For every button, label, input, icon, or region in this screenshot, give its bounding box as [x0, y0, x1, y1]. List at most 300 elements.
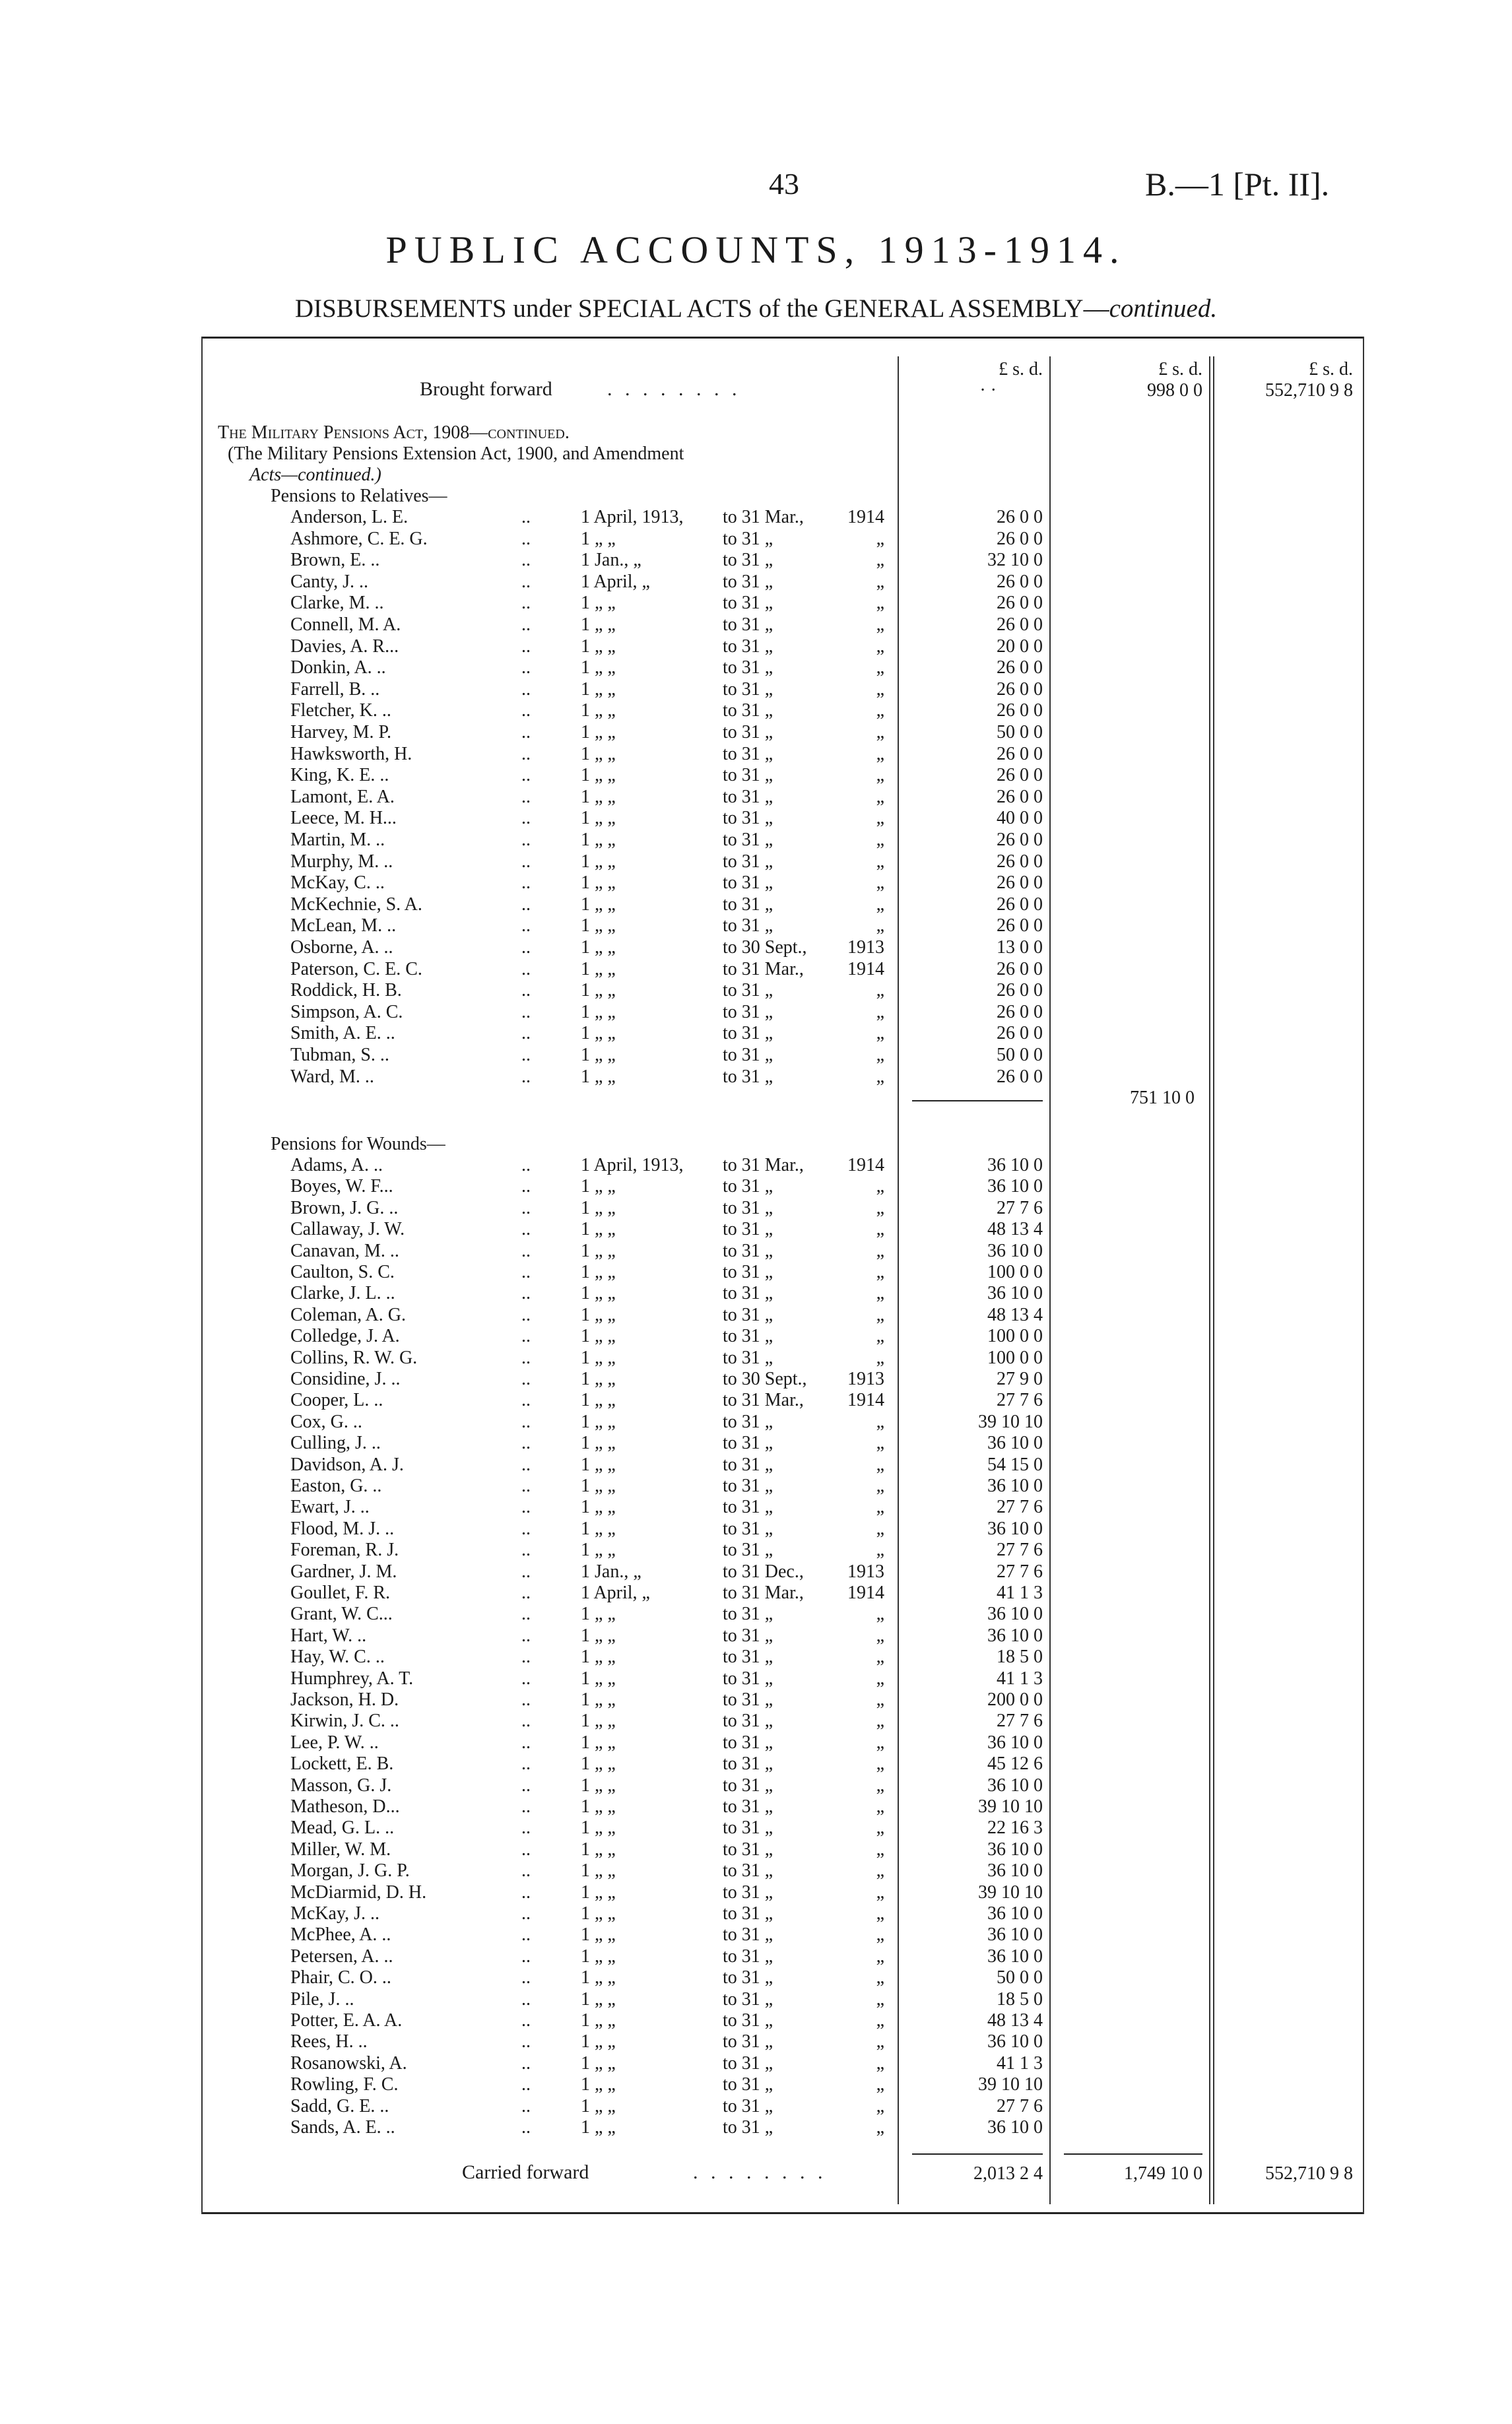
act-subtitle-1: (The Military Pensions Extension Act, 1900, and Amendment — [228, 443, 684, 464]
brought-forward-col3: 552,710 9 8 — [1265, 380, 1353, 401]
entry-name: McLean, M. .. — [290, 915, 397, 936]
entry-amount: 26 0 0 — [997, 571, 1043, 592]
entry-name: Callaway, J. W. — [290, 1219, 405, 1240]
entry-amount: 26 0 0 — [997, 915, 1043, 936]
entry-name: Humphrey, A. T. — [290, 1668, 414, 1689]
entry-name: Brown, E. .. — [290, 550, 380, 571]
entry-to-date: to 31 Mar., — [723, 1390, 804, 1411]
entry-name: Harvey, M. P. — [290, 722, 391, 742]
entry-year: „ — [876, 700, 884, 721]
entry-name: Lamont, E. A. — [290, 786, 395, 807]
entry-amount: 39 10 10 — [978, 2074, 1043, 2095]
entry-to-date: to 31 „ — [723, 2074, 773, 2095]
entry-from-date: 1 „ „ — [581, 1946, 616, 1967]
entry-name: Murphy, M. .. — [290, 851, 393, 872]
entry-dots: .. — [521, 1818, 531, 1839]
col3-divider — [1209, 356, 1210, 2204]
entry-name: Collins, R. W. G. — [290, 1347, 418, 1368]
entry-name: Goullet, F. R. — [290, 1583, 390, 1603]
entry-amount: 20 0 0 — [997, 636, 1043, 657]
entry-name: McKay, J. .. — [290, 1903, 380, 1924]
entry-from-date: 1 „ „ — [581, 678, 616, 700]
entry-year: „ — [876, 2117, 884, 2138]
entry-dots: .. — [521, 1326, 531, 1347]
entry-amount: 13 0 0 — [997, 937, 1043, 958]
entry-dots: .. — [521, 1775, 531, 1796]
entry-to-date: to 31 „ — [723, 528, 773, 549]
entry-name: Canty, J. .. — [290, 571, 368, 592]
entry-name: Rosanowski, A. — [290, 2052, 407, 2074]
table-left-border — [201, 337, 203, 2214]
entry-year: 1914 — [847, 1583, 884, 1603]
entry-dots: .. — [521, 1155, 531, 1175]
table-bottom-rule — [201, 2212, 1364, 2214]
entry-from-date: 1 „ „ — [581, 894, 616, 915]
entry-amount: 48 13 4 — [987, 1219, 1043, 1240]
entry-amount: 36 10 0 — [987, 2031, 1043, 2052]
entry-to-date: to 31 „ — [723, 1668, 773, 1689]
entry-name: Fletcher, K. .. — [290, 700, 391, 721]
entry-year: „ — [876, 1045, 884, 1065]
relatives-heading: Pensions to Relatives— — [271, 486, 447, 506]
entry-year: „ — [876, 1946, 884, 1967]
entry-amount: 36 10 0 — [987, 1176, 1043, 1197]
entry-from-date: 1 „ „ — [581, 1045, 616, 1065]
entry-amount: 26 0 0 — [997, 593, 1043, 614]
entry-dots: .. — [521, 2031, 531, 2052]
entry-to-date: to 31 Mar., — [723, 507, 804, 527]
entry-to-date: to 31 „ — [723, 980, 773, 1001]
entry-dots: .. — [521, 2074, 531, 2095]
entry-dots: .. — [521, 1625, 531, 1646]
entry-year: „ — [876, 1197, 884, 1218]
entry-dots: .. — [521, 1988, 531, 2010]
entry-year: „ — [876, 614, 884, 635]
entry-dots: .. — [521, 1689, 531, 1710]
entry-year: „ — [876, 765, 884, 786]
entry-to-date: to 31 „ — [723, 593, 773, 614]
entry-amount: 26 0 0 — [997, 1066, 1043, 1087]
entry-year: „ — [876, 1023, 884, 1044]
entry-name: Kirwin, J. C. .. — [290, 1711, 399, 1732]
entry-year: „ — [876, 1903, 884, 1924]
entry-to-date: to 31 „ — [723, 1882, 773, 1903]
table-right-border — [1363, 337, 1364, 2214]
entry-amount: 26 0 0 — [997, 980, 1043, 1001]
entry-name: King, K. E. .. — [290, 765, 389, 786]
entry-name: Miller, W. M. — [290, 1839, 391, 1860]
entry-from-date: 1 April, „ — [581, 1583, 650, 1603]
entry-year: „ — [876, 1347, 884, 1368]
entry-name: Petersen, A. .. — [290, 1946, 393, 1967]
entry-dots: .. — [521, 550, 531, 571]
entry-dots: .. — [521, 1668, 531, 1689]
entry-amount: 100 0 0 — [987, 1347, 1043, 1368]
entry-year: „ — [876, 1518, 884, 1539]
entry-dots: .. — [521, 1732, 531, 1753]
entry-name: Davies, A. R... — [290, 636, 399, 657]
entry-to-date: to 31 „ — [723, 1176, 773, 1197]
entry-from-date: 1 „ „ — [581, 614, 616, 635]
entry-name: McPhee, A. .. — [290, 1924, 391, 1946]
entry-from-date: 1 „ „ — [581, 1775, 616, 1796]
entry-dots: .. — [521, 937, 531, 958]
entry-amount: 27 7 6 — [997, 1711, 1043, 1732]
carried-forward-col3: 552,710 9 8 — [1265, 2163, 1353, 2184]
entry-from-date: 1 „ „ — [581, 1476, 616, 1496]
entry-amount: 36 10 0 — [987, 1240, 1043, 1261]
entry-from-date: 1 „ „ — [581, 1369, 616, 1389]
entry-to-date: to 31 „ — [723, 808, 773, 829]
entry-year: „ — [876, 2052, 884, 2074]
entry-dots: .. — [521, 678, 531, 700]
entry-from-date: 1 „ „ — [581, 722, 616, 742]
entry-from-date: 1 „ „ — [581, 1818, 616, 1839]
entry-name: Foreman, R. J. — [290, 1540, 399, 1561]
entry-amount: 27 7 6 — [997, 1561, 1043, 1582]
entry-from-date: 1 „ „ — [581, 1262, 616, 1282]
entry-from-date: 1 „ „ — [581, 743, 616, 764]
entry-to-date: to 31 „ — [723, 614, 773, 635]
entry-amount: 26 0 0 — [997, 872, 1043, 894]
entry-amount: 39 10 10 — [978, 1796, 1043, 1817]
entry-to-date: to 31 „ — [723, 1540, 773, 1561]
entry-to-date: to 31 „ — [723, 1304, 773, 1325]
entry-year: „ — [876, 1240, 884, 1261]
entry-name: Cox, G. .. — [290, 1411, 362, 1432]
entry-name: Clarke, J. L. .. — [290, 1283, 395, 1304]
entry-from-date: 1 „ „ — [581, 1796, 616, 1817]
entry-year: „ — [876, 657, 884, 678]
carried-forward-col2: 1,749 10 0 — [1124, 2163, 1202, 2184]
entry-year: „ — [876, 1411, 884, 1432]
entry-dots: .. — [521, 1197, 531, 1218]
entry-from-date: 1 „ „ — [581, 2010, 616, 2031]
entry-name: Anderson, L. E. — [290, 507, 409, 527]
entry-amount: 36 10 0 — [987, 1625, 1043, 1646]
entry-to-date: to 31 „ — [723, 1518, 773, 1539]
entry-dots: .. — [521, 528, 531, 549]
entry-dots: .. — [521, 1711, 531, 1732]
entry-name: Sadd, G. E. .. — [290, 2095, 389, 2116]
entry-to-date: to 31 „ — [723, 1023, 773, 1044]
entry-amount: 26 0 0 — [997, 786, 1043, 807]
entry-year: „ — [876, 1882, 884, 1903]
entry-amount: 26 0 0 — [997, 851, 1043, 872]
entry-dots: .. — [521, 1924, 531, 1946]
entry-from-date: 1 „ „ — [581, 958, 616, 979]
entry-year: „ — [876, 2010, 884, 2031]
entry-dots: .. — [521, 872, 531, 894]
entry-dots: .. — [521, 1411, 531, 1432]
entry-amount: 36 10 0 — [987, 1433, 1043, 1454]
entry-dots: .. — [521, 1882, 531, 1903]
entry-dots: .. — [521, 507, 531, 527]
entry-dots: .. — [521, 1001, 531, 1022]
entry-from-date: 1 „ „ — [581, 1988, 616, 2010]
brought-forward-dots: . . . . . . . . — [607, 378, 741, 400]
entry-dots: .. — [521, 1497, 531, 1518]
entry-year: „ — [876, 722, 884, 742]
entry-year: „ — [876, 636, 884, 657]
entry-amount: 26 0 0 — [997, 678, 1043, 700]
entry-year: „ — [876, 1540, 884, 1561]
entry-to-date: to 31 „ — [723, 2117, 773, 2138]
entry-to-date: to 31 „ — [723, 1262, 773, 1282]
brought-forward-col2: 998 0 0 — [1147, 380, 1202, 401]
entry-name: Canavan, M. .. — [290, 1240, 399, 1261]
entry-from-date: 1 „ „ — [581, 808, 616, 829]
entry-name: Ewart, J. .. — [290, 1497, 370, 1518]
entry-to-date: to 31 Mar., — [723, 1583, 804, 1603]
entry-to-date: to 31 „ — [723, 550, 773, 571]
col2-divider — [1049, 356, 1051, 2204]
entry-to-date: to 31 „ — [723, 1347, 773, 1368]
entry-amount: 27 7 6 — [997, 1497, 1043, 1518]
entry-year: 1914 — [847, 958, 884, 979]
entry-name: Connell, M. A. — [290, 614, 401, 635]
entry-to-date: to 31 „ — [723, 700, 773, 721]
entry-amount: 36 10 0 — [987, 1476, 1043, 1496]
entry-to-date: to 31 „ — [723, 1326, 773, 1347]
entry-year: „ — [876, 1711, 884, 1732]
entry-year: „ — [876, 1668, 884, 1689]
entry-to-date: to 31 „ — [723, 1045, 773, 1065]
entry-from-date: 1 „ „ — [581, 1433, 616, 1454]
entry-year: „ — [876, 1967, 884, 1988]
entry-from-date: 1 „ „ — [581, 1326, 616, 1347]
entry-name: Caulton, S. C. — [290, 1262, 395, 1282]
entry-to-date: to 31 „ — [723, 2031, 773, 2052]
entry-from-date: 1 „ „ — [581, 1753, 616, 1775]
entry-amount: 36 10 0 — [987, 1924, 1043, 1946]
entry-to-date: to 31 „ — [723, 1197, 773, 1218]
entry-amount: 48 13 4 — [987, 2010, 1043, 2031]
entry-to-date: to 31 „ — [723, 1219, 773, 1240]
entry-year: „ — [876, 1497, 884, 1518]
entry-to-date: to 31 „ — [723, 1946, 773, 1967]
entry-from-date: 1 „ „ — [581, 528, 616, 549]
entry-dots: .. — [521, 1540, 531, 1561]
entry-name: Leece, M. H... — [290, 808, 397, 829]
entry-to-date: to 31 „ — [723, 1497, 773, 1518]
entry-year: „ — [876, 1604, 884, 1625]
entry-dots: .. — [521, 1647, 531, 1668]
col2-header: £ s. d. — [1158, 359, 1202, 379]
entry-dots: .. — [521, 1304, 531, 1325]
entry-from-date: 1 „ „ — [581, 1903, 616, 1924]
entry-name: Phair, C. O. .. — [290, 1967, 391, 1988]
entry-name: Grant, W. C... — [290, 1604, 393, 1625]
entry-amount: 26 0 0 — [997, 1023, 1043, 1044]
entry-name: Ward, M. .. — [290, 1066, 374, 1087]
entry-year: „ — [876, 1924, 884, 1946]
entry-year: „ — [876, 1625, 884, 1646]
entry-from-date: 1 Jan., „ — [581, 1561, 641, 1582]
entry-to-date: to 31 „ — [723, 1647, 773, 1668]
entry-year: „ — [876, 2095, 884, 2116]
entry-name: Pile, J. .. — [290, 1988, 354, 2010]
entry-name: Donkin, A. .. — [290, 657, 386, 678]
entry-to-date: to 31 „ — [723, 1240, 773, 1261]
entry-dots: .. — [521, 2095, 531, 2116]
entry-dots: .. — [521, 915, 531, 936]
entry-from-date: 1 „ „ — [581, 872, 616, 894]
entry-dots: .. — [521, 786, 531, 807]
entry-from-date: 1 „ „ — [581, 1518, 616, 1539]
entry-amount: 26 0 0 — [997, 830, 1043, 850]
entry-name: Paterson, C. E. C. — [290, 958, 422, 979]
entry-amount: 36 10 0 — [987, 1155, 1043, 1175]
entry-from-date: 1 „ „ — [581, 1689, 616, 1710]
entry-to-date: to 31 „ — [723, 678, 773, 700]
entry-year: „ — [876, 550, 884, 571]
entry-dots: .. — [521, 894, 531, 915]
entry-dots: .. — [521, 743, 531, 764]
entry-to-date: to 31 Dec., — [723, 1561, 804, 1582]
entry-amount: 45 12 6 — [987, 1753, 1043, 1775]
carried-forward-col1: 2,013 2 4 — [973, 2163, 1043, 2184]
carried-rule-col1 — [912, 2153, 1043, 2155]
entry-amount: 36 10 0 — [987, 1732, 1043, 1753]
entry-from-date: 1 „ „ — [581, 1497, 616, 1518]
entry-dots: .. — [521, 1433, 531, 1454]
entry-dots: .. — [521, 1583, 531, 1603]
entry-dots: .. — [521, 2117, 531, 2138]
entry-from-date: 1 „ „ — [581, 1023, 616, 1044]
entry-amount: 36 10 0 — [987, 1604, 1043, 1625]
entry-to-date: to 31 „ — [723, 851, 773, 872]
entry-from-date: 1 „ „ — [581, 1219, 616, 1240]
entry-amount: 26 0 0 — [997, 743, 1043, 764]
relatives-subtotal: 751 10 0 — [1130, 1088, 1195, 1108]
entry-year: „ — [876, 1988, 884, 2010]
entry-from-date: 1 „ „ — [581, 1839, 616, 1860]
page-subtitle — [0, 294, 1512, 323]
entry-year: „ — [876, 808, 884, 829]
entry-from-date: 1 „ „ — [581, 1732, 616, 1753]
entry-year: „ — [876, 1775, 884, 1796]
entry-year: „ — [876, 743, 884, 764]
entry-name: Rowling, F. C. — [290, 2074, 399, 2095]
entry-from-date: 1 „ „ — [581, 636, 616, 657]
entry-name: Hay, W. C. .. — [290, 1647, 385, 1668]
entry-to-date: to 31 „ — [723, 2095, 773, 2116]
entry-from-date: 1 „ „ — [581, 1454, 616, 1475]
entry-amount: 40 0 0 — [997, 808, 1043, 829]
entry-amount: 50 0 0 — [997, 1967, 1043, 1988]
entry-dots: .. — [521, 2010, 531, 2031]
entry-year: „ — [876, 2031, 884, 2052]
entry-amount: 26 0 0 — [997, 765, 1043, 786]
entry-amount: 18 5 0 — [997, 1647, 1043, 1668]
entry-amount: 100 0 0 — [987, 1326, 1043, 1347]
entry-amount: 27 7 6 — [997, 2095, 1043, 2116]
entry-amount: 22 16 3 — [987, 1818, 1043, 1839]
entry-year: „ — [876, 1176, 884, 1197]
entry-dots: .. — [521, 1903, 531, 1924]
entry-dots: .. — [521, 765, 531, 786]
entry-dots: .. — [521, 1604, 531, 1625]
entry-dots: .. — [521, 1561, 531, 1582]
entry-to-date: to 31 „ — [723, 1476, 773, 1496]
entry-name: Rees, H. .. — [290, 2031, 368, 2052]
subtotal-rule-col1 — [912, 1100, 1043, 1101]
entry-dots: .. — [521, 1839, 531, 1860]
entry-to-date: to 31 „ — [723, 894, 773, 915]
entry-to-date: to 31 „ — [723, 1753, 773, 1775]
carried-forward-dots: . . . . . . . . — [693, 2161, 827, 2183]
entry-from-date: 1 „ „ — [581, 1711, 616, 1732]
entry-amount: 27 7 6 — [997, 1540, 1043, 1561]
entry-from-date: 1 „ „ — [581, 2074, 616, 2095]
entry-dots: .. — [521, 1476, 531, 1496]
entry-year: „ — [876, 894, 884, 915]
entry-year: „ — [876, 915, 884, 936]
entry-name: Davidson, A. J. — [290, 1454, 404, 1475]
entry-dots: .. — [521, 700, 531, 721]
entry-amount: 50 0 0 — [997, 722, 1043, 742]
entry-name: Masson, G. J. — [290, 1775, 392, 1796]
entry-year: „ — [876, 851, 884, 872]
entry-dots: .. — [521, 1796, 531, 1817]
entry-amount: 27 9 0 — [997, 1369, 1043, 1389]
entry-dots: .. — [521, 958, 531, 979]
entry-year: „ — [876, 1262, 884, 1282]
entry-name: Lee, P. W. .. — [290, 1732, 379, 1753]
entry-to-date: to 31 Mar., — [723, 1155, 804, 1175]
entry-amount: 18 5 0 — [997, 1988, 1043, 2010]
entry-from-date: 1 „ „ — [581, 2117, 616, 2138]
entry-to-date: to 31 „ — [723, 1903, 773, 1924]
entry-name: Considine, J. .. — [290, 1369, 401, 1389]
entry-to-date: to 31 „ — [723, 1796, 773, 1817]
entry-to-date: to 31 „ — [723, 1860, 773, 1882]
entry-dots: .. — [521, 808, 531, 829]
entry-from-date: 1 „ „ — [581, 980, 616, 1001]
entry-dots: .. — [521, 1023, 531, 1044]
entry-to-date: to 31 „ — [723, 2010, 773, 2031]
entry-name: Hart, W. .. — [290, 1625, 367, 1646]
entry-from-date: 1 „ „ — [581, 593, 616, 614]
entry-year: 1914 — [847, 507, 884, 527]
entry-dots: .. — [521, 614, 531, 635]
entry-to-date: to 31 „ — [723, 1604, 773, 1625]
entry-amount: 36 10 0 — [987, 1839, 1043, 1860]
entry-amount: 36 10 0 — [987, 1518, 1043, 1539]
entry-year: „ — [876, 1753, 884, 1775]
entry-from-date: 1 „ „ — [581, 1304, 616, 1325]
entry-from-date: 1 „ „ — [581, 1625, 616, 1646]
entry-year: „ — [876, 830, 884, 850]
entry-name: Martin, M. .. — [290, 830, 385, 850]
col1-header: £ s. d. — [999, 359, 1043, 379]
entry-dots: .. — [521, 1753, 531, 1775]
brought-forward-label: Brought forward — [420, 378, 552, 400]
page-number: 43 — [769, 167, 799, 201]
entry-name: Coleman, A. G. — [290, 1304, 406, 1325]
entry-from-date: 1 „ „ — [581, 1604, 616, 1625]
entry-from-date: 1 „ „ — [581, 937, 616, 958]
entry-amount: 27 7 6 — [997, 1197, 1043, 1218]
entry-to-date: to 31 „ — [723, 1411, 773, 1432]
col4-divider — [1213, 356, 1214, 2204]
entry-amount: 26 0 0 — [997, 958, 1043, 979]
entry-dots: .. — [521, 1066, 531, 1087]
entry-amount: 41 1 3 — [997, 2052, 1043, 2074]
entry-year: „ — [876, 528, 884, 549]
entry-year: 1914 — [847, 1155, 884, 1175]
